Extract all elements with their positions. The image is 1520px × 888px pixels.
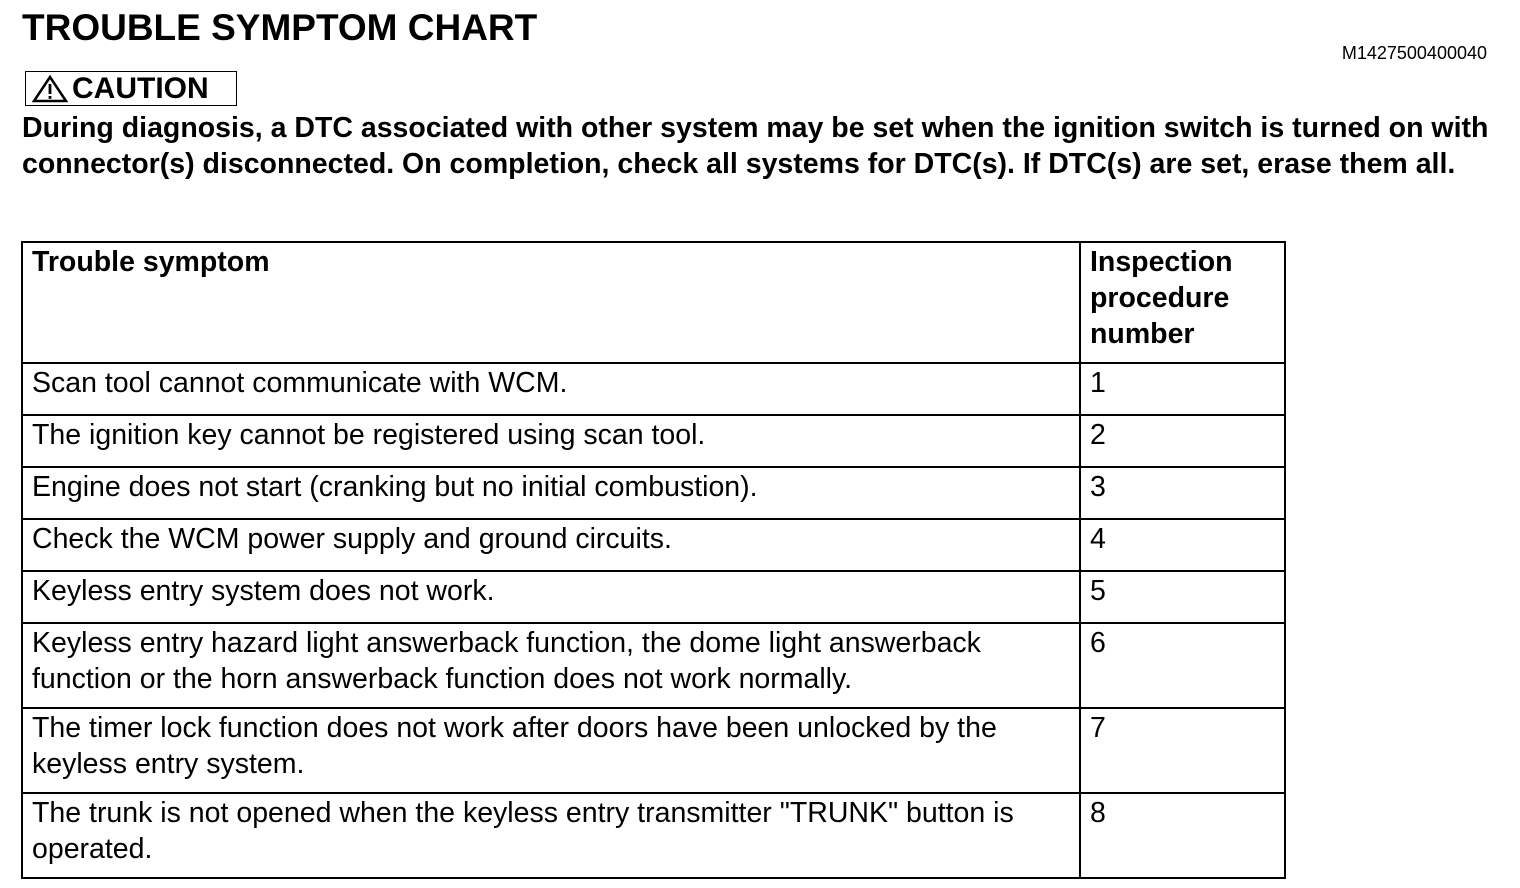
- table-row: [22, 415, 1285, 467]
- column-header-trouble-symptom: Trouble symptom: [22, 242, 1080, 363]
- table-row: [22, 571, 1285, 623]
- procedure-cell: 7: [1080, 708, 1285, 793]
- symptom-cell: The ignition key cannot be registered using scan tool.: [22, 415, 1080, 467]
- table-row: [22, 467, 1285, 519]
- procedure-cell: 5: [1080, 571, 1285, 623]
- procedure-cell: 6: [1080, 623, 1285, 708]
- column-header-inspection-procedure-number: Inspection procedure number: [1080, 242, 1285, 363]
- warning-triangle-icon: [32, 75, 68, 103]
- symptom-cell: The trunk is not opened when the keyless entry transmitter "TRUNK" button is operated.: [22, 793, 1080, 878]
- page-title: TROUBLE SYMPTOM CHART: [22, 7, 538, 48]
- procedure-cell: 8: [1080, 793, 1285, 878]
- procedure-cell: 2: [1080, 415, 1285, 467]
- caution-box: [25, 71, 237, 106]
- table-row: [22, 623, 1285, 708]
- caution-label: CAUTION: [72, 71, 209, 105]
- procedure-cell: 4: [1080, 519, 1285, 571]
- symptom-cell: The timer lock function does not work after doors have been unlocked by the keyless entry system.: [22, 708, 1080, 793]
- procedure-cell: 3: [1080, 467, 1285, 519]
- table-row: [22, 793, 1285, 878]
- table-row: [22, 519, 1285, 571]
- trouble-symptom-table: [21, 241, 1286, 879]
- document-id: M1427500400040: [1341, 43, 1487, 63]
- procedure-cell: 1: [1080, 363, 1285, 415]
- table-header-row: [22, 242, 1285, 363]
- symptom-cell: Engine does not start (cranking but no initial combustion).: [22, 467, 1080, 519]
- symptom-cell: Scan tool cannot communicate with WCM.: [22, 363, 1080, 415]
- table-row: [22, 708, 1285, 793]
- caution-text: During diagnosis, a DTC associated with other system may be set when the ignition switch is turned on with connector(s) disconnected. On completion, check all systems for DTC(s). If DTC(s) are set, erase them all.: [22, 112, 1489, 180]
- symptom-cell: Keyless entry hazard light answerback function, the dome light answerback function or the horn answerback function does not work normally.: [22, 623, 1080, 708]
- symptom-cell: Keyless entry system does not work.: [22, 571, 1080, 623]
- symptom-cell: Check the WCM power supply and ground circuits.: [22, 519, 1080, 571]
- table-row: [22, 363, 1285, 415]
